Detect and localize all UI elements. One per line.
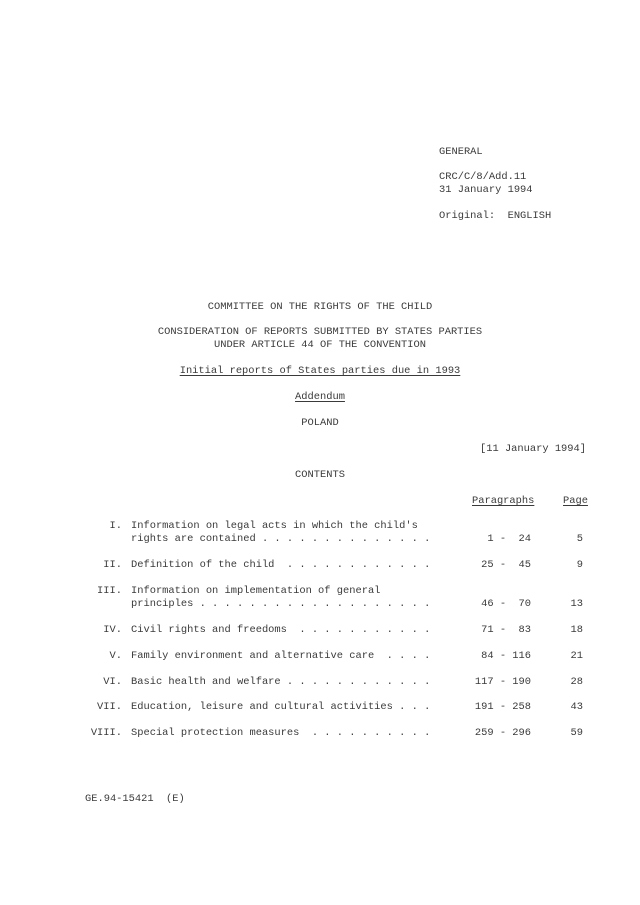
- toc-row-paragraphs: 25 - 45: [481, 559, 531, 571]
- original-language: Original: ENGLISH: [439, 210, 552, 222]
- toc-row-title: Family environment and alternative care . . . .: [131, 650, 431, 662]
- toc-row-number: VIII.: [90, 727, 122, 739]
- toc-row-paragraphs: 259 - 296: [474, 727, 531, 739]
- toc-row-number: V.: [109, 650, 122, 662]
- toc-row-number: I.: [109, 520, 122, 532]
- toc-row-page: 13: [570, 598, 583, 610]
- toc-row-paragraphs: 191 - 258: [474, 701, 531, 713]
- toc-row-number: II.: [103, 559, 122, 571]
- toc-row-page: 21: [570, 650, 583, 662]
- initial-reports-heading: Initial reports of States parties due in 1993: [179, 365, 461, 377]
- toc-row-number: III.: [97, 585, 122, 597]
- toc-row-page: 43: [570, 701, 583, 713]
- toc-row-number: VII.: [97, 701, 122, 713]
- document-symbol: CRC/C/8/Add.11: [439, 171, 527, 183]
- paragraphs-column-header: Paragraphs: [472, 495, 535, 507]
- job-number: GE.94-15421 (E): [85, 793, 185, 805]
- toc-row-title-cont: rights are contained . . . . . . . . . . . . . .: [131, 533, 431, 545]
- toc-row-paragraphs: 46 - 70: [481, 598, 531, 610]
- toc-row-title: Definition of the child . . . . . . . . . . . .: [131, 559, 431, 571]
- toc-row-title-cont: principles . . . . . . . . . . . . . . . . . . .: [131, 598, 431, 610]
- toc-row-page: 9: [576, 559, 583, 571]
- toc-row-page: 28: [570, 676, 583, 688]
- toc-row-title: Civil rights and freedoms . . . . . . . . . . .: [131, 624, 431, 636]
- committee-title: COMMITTEE ON THE RIGHTS OF THE CHILD: [207, 301, 433, 313]
- toc-row-paragraphs: 84 - 116: [481, 650, 531, 662]
- toc-row-title: Information on legal acts in which the child's: [131, 520, 418, 532]
- toc-row-page: 59: [570, 727, 583, 739]
- toc-row-number: IV.: [103, 624, 122, 636]
- toc-row-title: Information on implementation of general: [131, 585, 381, 597]
- toc-row-title: Basic health and welfare . . . . . . . . . . . .: [131, 676, 431, 688]
- toc-row-number: VI.: [103, 676, 122, 688]
- toc-row-page: 5: [576, 533, 583, 545]
- toc-row-page: 18: [570, 624, 583, 636]
- toc-row-title: Special protection measures . . . . . . . . . .: [131, 727, 431, 739]
- toc-row-title: Education, leisure and cultural activities . . .: [131, 701, 431, 713]
- country-name: POLAND: [301, 417, 339, 429]
- consideration-title-line2: UNDER ARTICLE 44 OF THE CONVENTION: [213, 339, 426, 351]
- submission-date: [11 January 1994]: [480, 443, 587, 455]
- toc-row-paragraphs: 117 - 190: [474, 676, 531, 688]
- toc-row-paragraphs: 71 - 83: [481, 624, 531, 636]
- contents-heading: CONTENTS: [295, 469, 345, 481]
- toc-row-paragraphs: 1 - 24: [487, 533, 531, 545]
- distribution-label: GENERAL: [439, 146, 483, 158]
- page-column-header: Page: [563, 495, 588, 507]
- document-date: 31 January 1994: [439, 184, 533, 196]
- addendum-heading: Addendum: [295, 391, 345, 403]
- consideration-title-line1: CONSIDERATION OF REPORTS SUBMITTED BY STATES PARTIES: [157, 326, 483, 338]
